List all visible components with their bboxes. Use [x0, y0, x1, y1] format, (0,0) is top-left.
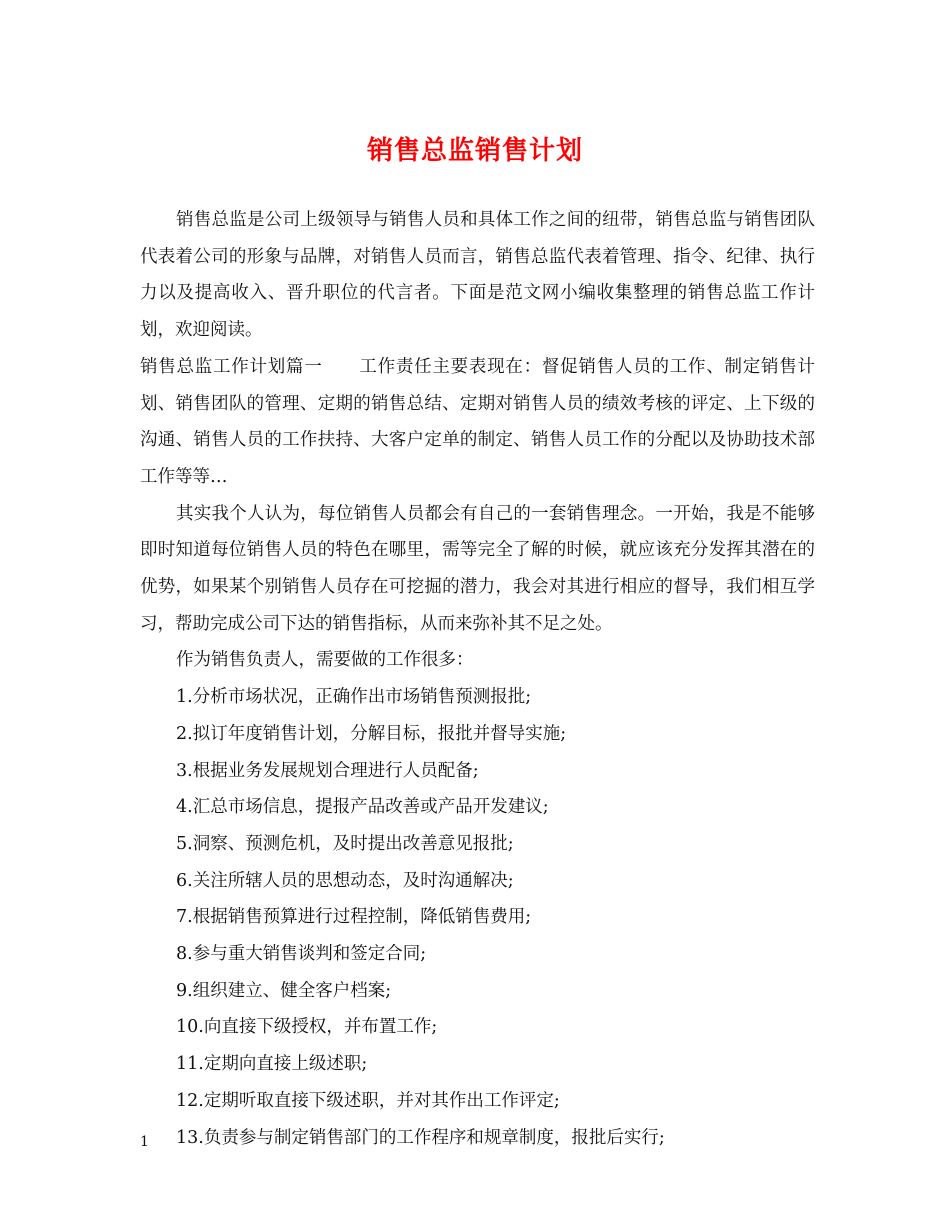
opinion-paragraph: 其实我个人认为，每位销售人员都会有自己的一套销售理念。一开始，我是不能够即时知道每位销售人员的特色在哪里，需等完全了解的时候，就应该充分发挥其潜在的优势，如果某个别销售人员存在可挖掘的潜力，我会对其进行相应的督导，我们相互学习，帮助完成公司下达的销售指标，从而来弥补其不足之处。 — [140, 503, 815, 634]
list-item: 4.汇总市场信息，提报产品改善或产品开发建议; — [176, 797, 549, 818]
list-item: 3.根据业务发展规划合理进行人员配备; — [176, 760, 479, 781]
list-item: 13.负责参与制定销售部门的工作程序和规章制度，报批后实行; — [176, 1127, 665, 1148]
section-paragraph — [140, 349, 815, 496]
list-item: 9.组织建立、健全客户档案; — [176, 980, 392, 1001]
section-text: 工作责任主要表现在：督促销售人员的工作、制定销售计划、销售团队的管理、定期的销售总结、定期对销售人员的绩效考核的评定、上下级的沟通、销售人员的工作扶持、大客户定单的制定、销售人员工作的分配以及协助技术部工作等等… — [140, 356, 816, 487]
section-heading: 销售总监工作计划篇一 — [140, 356, 323, 377]
list-item: 10.向直接下级授权，并布置工作; — [176, 1017, 438, 1038]
document-body — [140, 202, 815, 1156]
list-item: 7.根据销售预算进行过程控制，降低销售费用; — [176, 907, 532, 928]
duties-intro: 作为销售负责人，需要做的工作很多： — [176, 650, 474, 671]
page-number: 1 — [140, 1134, 149, 1150]
list-item: 1.分析市场状况，正确作出市场销售预测报批; — [176, 687, 532, 708]
list-item: 11.定期向直接上级述职; — [176, 1054, 368, 1075]
list-item: 8.参与重大销售谈判和签定合同; — [176, 944, 427, 965]
intro-paragraph: 销售总监是公司上级领导与销售人员和具体工作之间的纽带，销售总监与销售团队代表着公司的形象与品牌，对销售人员而言，销售总监代表着管理、指令、纪律、执行力以及提高收入、晋升职位的代言者。下面是范文网小编收集整理的销售总监工作计划，欢迎阅读。 — [140, 210, 815, 341]
list-item: 5.洞察、预测危机，及时提出改善意见报批; — [176, 833, 514, 854]
list-item: 6.关注所辖人员的思想动态，及时沟通解决; — [176, 870, 514, 891]
list-item: 12.定期听取直接下级述职，并对其作出工作评定; — [176, 1090, 560, 1111]
document-title: 销售总监销售计划 — [366, 136, 583, 166]
list-item: 2.拟订年度销售计划，分解目标，报批并督导实施; — [176, 723, 567, 744]
